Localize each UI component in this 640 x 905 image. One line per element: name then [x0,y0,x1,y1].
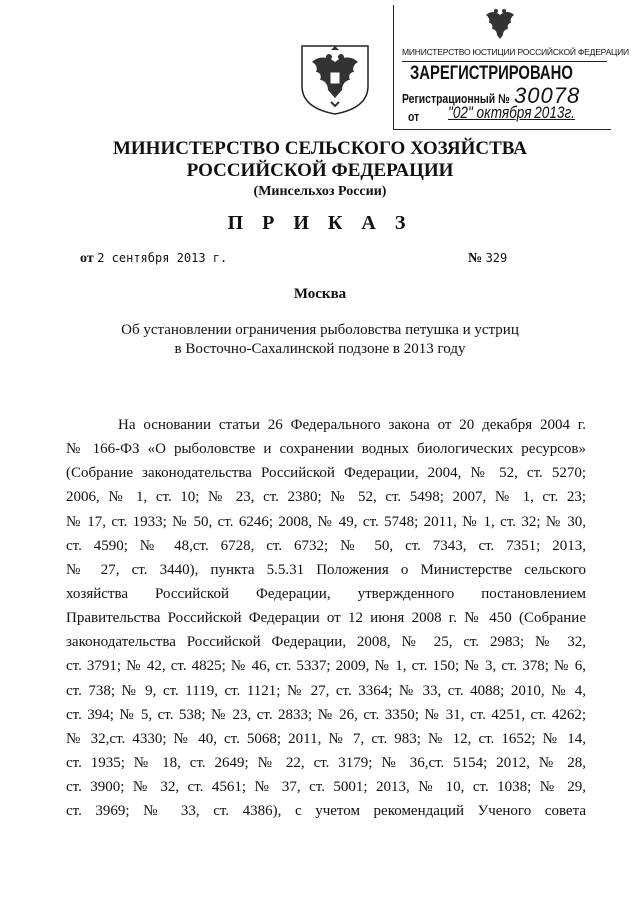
date-value: 2 сентября 2013 г. [97,251,228,265]
state-emblem-icon [298,42,372,116]
stamp-registered: ЗАРЕГИСТРИРОВАНО [410,63,573,84]
stamp-reg-label: Регистрационный № [402,91,510,106]
number-prefix: № [468,251,483,266]
body-line: ст. 738; № 9, ст. 1119, ст. 1121; № 27, ст. 3364; № 33, ст. 4088; 2010, № 4, [66,682,586,699]
subject-line-1: Об установлении ограничения рыболовства петушка и устриц [121,322,519,338]
number-value: 329 [485,251,508,265]
stamp-date [448,103,575,123]
stamp-ministry: МИНИСТЕРСТВО ЮСТИЦИИ РОССИЙСКОЙ ФЕДЕРАЦИИ [402,47,629,57]
body-line: ст. 3900; № 32, ст. 4561; № 37, ст. 5001; 2013, № 10, ст. 1038; № 29, [66,779,586,796]
body-line: № 27, ст. 3440), пункта 5.5.31 Положения о Министерстве сельского [66,561,586,578]
body-line: № 32,ст. 4330; № 40, ст. 5068; 2011, № 7, ст. 983; № 12, ст. 1652; № 14, [66,730,586,747]
body-line: ст. 4590; № 48,ст. 6728, ст. 6732; № 50, ст. 7343, ст. 7351; 2013, [66,537,586,554]
ministry-title: МИНИСТЕРСТВО СЕЛЬСКОГО ХОЗЯЙСТВА [112,138,528,159]
stamp-date-prefix: от [408,109,420,124]
body-line: № 166-ФЗ «О рыболовстве и сохранении водных биологических ресурсов» [66,441,586,458]
body-line: хозяйства Российской Федерации, утвержденного постановлением [66,585,586,602]
document-number [468,251,507,267]
registration-stamp [393,5,629,130]
stamp-divider [402,61,607,62]
body-line: ст. 394; № 5, ст. 538; № 23, ст. 2833; № 26, ст. 3350; № 31, ст. 4251, ст. 4262; [66,706,586,723]
document-date [80,251,227,267]
stamp-reg-number: 30078 [514,83,581,108]
subject-line-2: в Восточно-Сахалинской подзоне в 2013 году [174,341,466,357]
body-line: 2006, № 1, ст. 10; № 23, ст. 2380; № 52, ст. 5498; 2007, № 1, ст. 23; [66,489,586,506]
body-line: ст. 3791; № 42, ст. 4825; № 46, ст. 5337; 2009, № 1, ст. 150; № 3, ст. 378; № 6, [66,658,586,675]
body-text [66,413,586,823]
document-type: П Р И К А З [227,212,413,234]
ministry-short-name: (Минсельхоз России) [253,184,387,199]
body-line: На основании статьи 26 Федерального закона от 20 декабря 2004 г. [118,417,586,433]
stamp-emblem-icon [480,5,520,45]
body-line: (Собрание законодательства Российской Федерации, 2004, № 52, ст. 5270; [66,465,586,482]
stamp-date-handwritten: "02" октября [448,103,532,122]
body-line: № 17, ст. 1933; № 50, ст. 6246; 2008, № 49, ст. 5748; 2011, № 1, ст. 32; № 30, [66,513,586,530]
city: Москва [293,286,347,302]
body-line: законодательства Российской Федерации, 2008, № 25, ст. 2983; № 32, [66,634,586,651]
date-prefix: от [80,251,94,266]
body-line: Правительства Российской Федерации от 12 июня 2008 г. № 450 (Собрание [66,610,586,627]
ministry-subtitle: РОССИЙСКОЙ ФЕДЕРАЦИИ [186,160,454,181]
stamp-date-year: 2013г. [534,103,575,122]
body-line: ст. 3969; № 33, ст. 4386), с учетом рекомендаций Ученого совета [66,803,586,820]
body-line: ст. 1935; № 18, ст. 2649; № 22, ст. 3179; № 36,ст. 5154; 2012, № 28, [66,754,586,771]
